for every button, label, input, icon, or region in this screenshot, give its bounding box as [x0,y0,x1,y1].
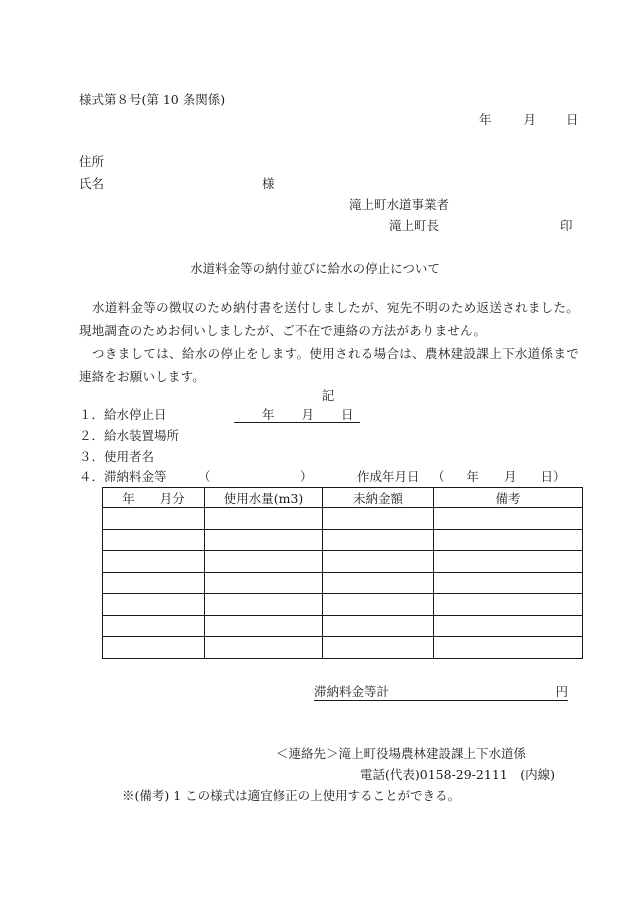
table-cell [205,594,323,616]
table-row [103,637,583,659]
item-4-label: 滞納料金等 [104,469,167,484]
table-cell [205,572,323,594]
table-cell [103,572,205,594]
created-day-close: 日） [540,469,566,484]
item-3-number: ３． [79,449,105,464]
item-2-label: 給水装置場所 [104,428,180,443]
table-cell [205,529,323,551]
contact-phone: 電話(代表)0158-29-2111 (内線) [360,767,555,782]
created-paren-open: （ [432,469,445,484]
table-cell [103,529,205,551]
table-row [103,615,583,637]
col-header-unpaid: 未納金額 [323,488,434,508]
name-label: 氏名 [79,176,105,191]
note-text: ※(備考) 1 この様式は適宜修正の上使用することができる。 [122,788,461,803]
table-cell [434,637,583,659]
table-cell [323,594,434,616]
address-label: 住所 [79,154,105,169]
contact-info: ＜連絡先＞滝上町役場農林建設課上下水道係 [276,746,527,761]
item-1-label: 給水停止日 [104,407,167,422]
stop-date-month: 月 [301,407,315,422]
table-cell [434,529,583,551]
item-1-number: １． [79,407,105,422]
table-cell [205,615,323,637]
sender-org: 滝上町水道事業者 [349,197,450,212]
total-unit: 円 [555,684,568,699]
table-cell [103,551,205,573]
table-cell [323,508,434,530]
item-3-label: 使用者名 [104,449,155,464]
stop-date-day: 日 [341,407,354,422]
arrears-paren-open: （ [198,469,211,484]
stop-date-field [234,407,360,423]
arrears-table [102,487,583,659]
item-4 [79,469,167,485]
total-label: 滞納料金等計 [314,684,390,699]
table-cell [205,551,323,573]
date-day: 日 [566,112,579,127]
date-month: 月 [523,112,537,127]
total-line [314,684,568,701]
created-month: 月 [504,469,517,484]
item-2-number: ２． [79,428,105,443]
table-cell [434,615,583,637]
item-2 [79,428,179,444]
date-year: 年 [479,112,492,127]
table-cell [434,508,583,530]
sender-title: 滝上町長 [389,218,440,233]
table-header-row [103,488,583,508]
table-cell [323,529,434,551]
created-year: 年 [466,469,480,484]
form-number: 様式第８号(第 10 条関係) [79,92,226,107]
col-header-remarks: 備考 [434,488,583,508]
body-paragraph-2: つきましては、給水の停止をします。使用される場合は、農林建設課上下水道係まで連絡をお願いします。 [79,346,579,384]
created-date-label: 作成年月日 [357,469,420,484]
date-line [479,112,579,128]
item-3 [79,449,154,465]
table-row [103,529,583,551]
table-cell [434,594,583,616]
table-cell [323,551,434,573]
col-header-usage: 使用水量(m3) [205,488,323,508]
stop-date-year: 年 [262,407,275,422]
table-cell [205,637,323,659]
seal-mark: 印 [560,218,573,233]
body-paragraph-1: 水道料金等の徴収のため納付書を送付しましたが、宛先不明のため返送されました。現地調査のためお伺いしましたが、ご不在で連絡の方法がありません。 [79,300,579,338]
table-cell [323,572,434,594]
col-header-month: 年 月分 [103,488,205,508]
table-row [103,508,583,530]
table-cell [205,508,323,530]
item-1 [79,407,167,423]
table-row [103,572,583,594]
created-date-field [432,469,566,485]
arrears-paren-close: ） [300,469,313,484]
table-cell [434,572,583,594]
subject-title: 水道料金等の納付並びに給水の停止について [190,261,440,276]
honorific: 様 [262,176,275,191]
table-row [103,551,583,573]
table-cell [434,551,583,573]
table-cell [103,637,205,659]
table-cell [103,508,205,530]
table-cell [323,637,434,659]
body-text [79,296,579,388]
item-4-number: ４． [79,469,105,484]
table-body [103,508,583,659]
table-cell [103,594,205,616]
table-cell [103,615,205,637]
table-row [103,594,583,616]
ki-heading: 記 [321,388,335,403]
table-cell [323,615,434,637]
